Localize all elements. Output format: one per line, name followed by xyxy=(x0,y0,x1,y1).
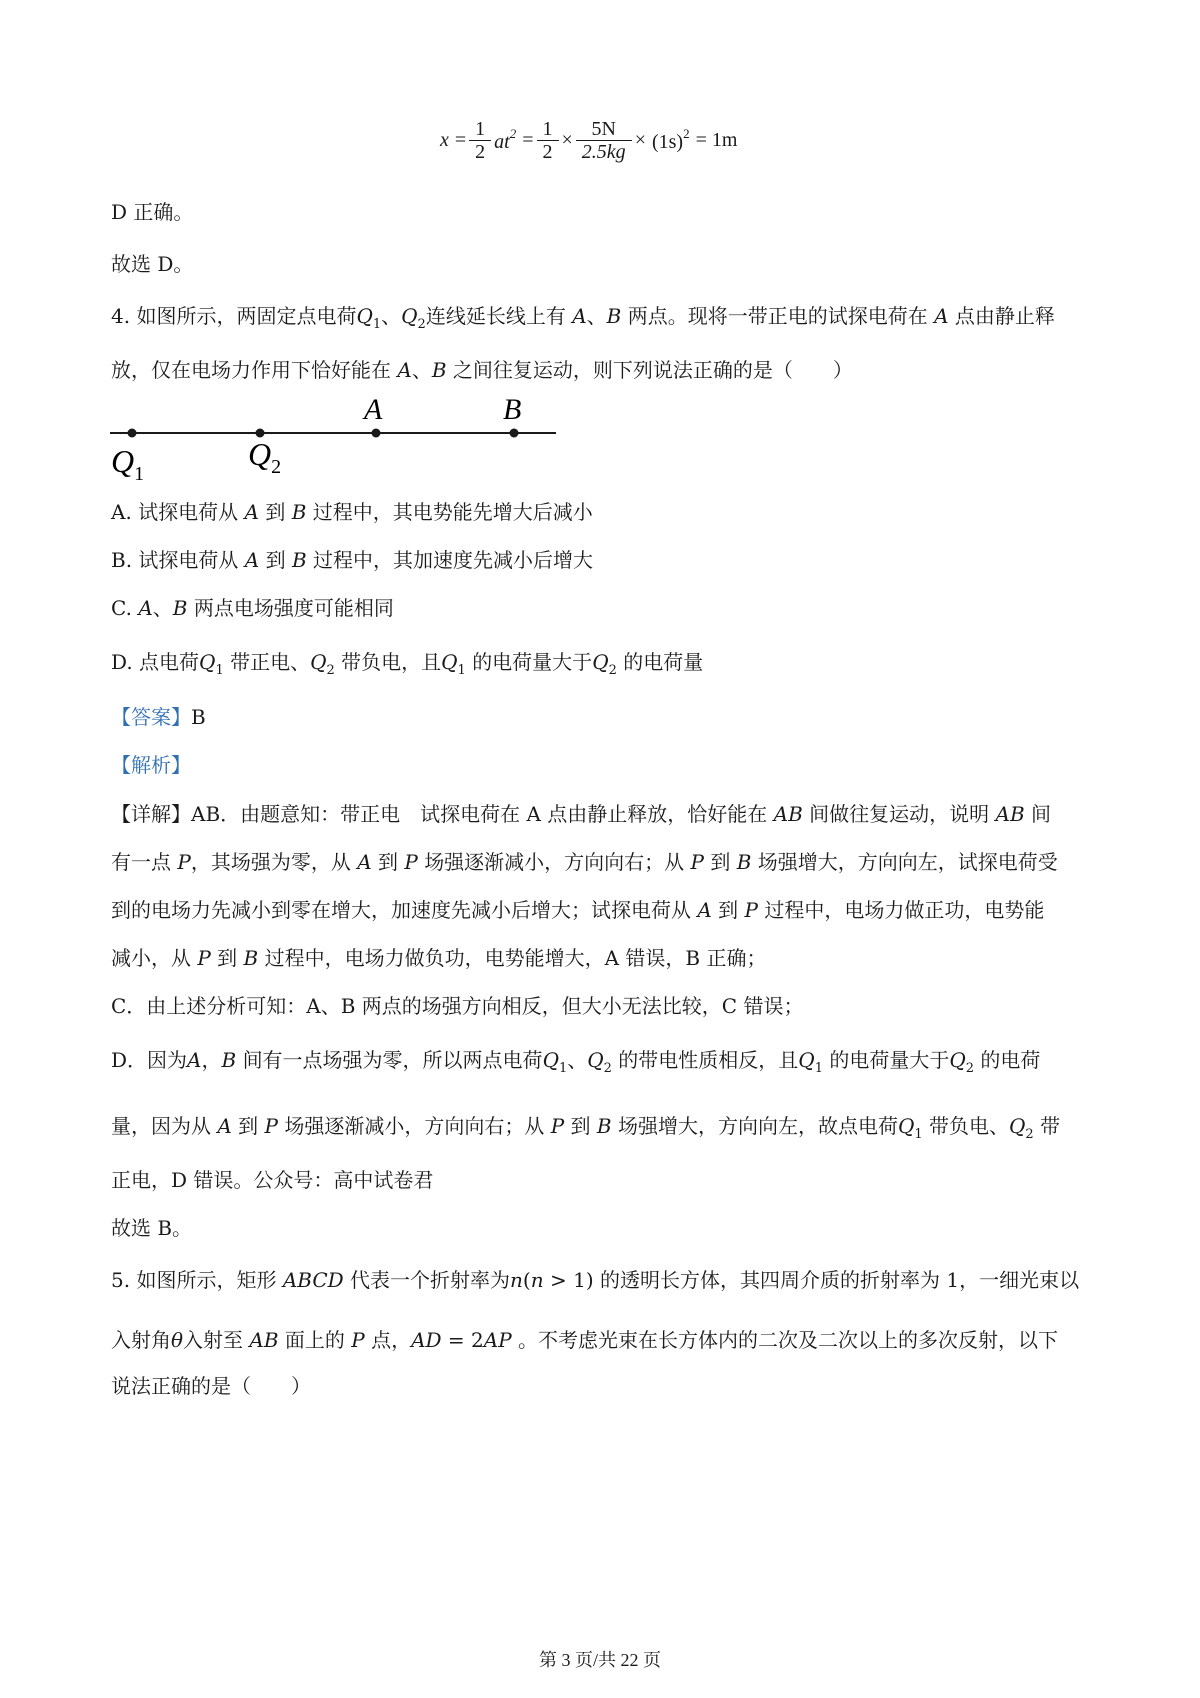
label-q1: $Q_1$ xyxy=(111,443,145,482)
formula-time: $(1s)^2$ xyxy=(651,126,690,153)
force-num: 5N xyxy=(591,117,616,140)
formula-at: $at^2$ xyxy=(494,126,517,153)
label-b: B xyxy=(503,393,522,426)
detail-line-1: 【详解】AB．由题意知：带正电 试探电荷在 A 点由静止释放，恰好能在 AB 间做往复运动，说明 AB 间 xyxy=(111,802,1052,826)
detail-line-5: C．由上述分析可知：A、B 两点的场强方向相反，但大小无法比较，C 错误； xyxy=(111,994,804,1018)
point-q1 xyxy=(128,429,137,438)
q5-line-3: 说法正确的是（ ） xyxy=(111,1374,311,1398)
option-c: C. A、B 两点电场强度可能相同 xyxy=(111,596,394,620)
formula-half-1 xyxy=(472,118,488,163)
q5-line-1: 5. 如图所示，矩形 ABCD 代表一个折射率为n(n > 1) 的透明长方体，其四周介质的折射率为 1，一细光束以 xyxy=(111,1268,1080,1292)
kinematics-formula xyxy=(440,108,737,172)
detail-line-4: 减小，从 P 到 B 过程中，电场力做负功，电势能增大，A 错误，B 正确； xyxy=(111,946,767,970)
page-footer: 第 3 页/共 22 页 xyxy=(538,1650,661,1670)
charges-line-figure xyxy=(110,392,570,482)
formula-result: = 1m xyxy=(695,128,738,151)
detail-line-7: 量，因为从 A 到 P 场强逐渐减小，方向向右；从 P 到 B 场强增大，方向向左，故点电荷$Q_1$ 带负电、$Q_2$ 带 xyxy=(111,1114,1061,1142)
half-den-2: 2 xyxy=(542,140,553,163)
half-num-1: 1 xyxy=(475,117,486,140)
detail-line-9: 故选 B。 xyxy=(111,1216,193,1240)
answer-value: B xyxy=(191,705,206,729)
formula-half-2 xyxy=(540,118,556,163)
label-a: A xyxy=(364,393,383,426)
text-choose-d: 故选 D。 xyxy=(111,252,194,276)
analysis-tag: 【解析】 xyxy=(111,753,191,777)
q5-line-2: 入射角θ入射至 AB 面上的 P 点，AD = 2AP 。不考虑光束在长方体内的二次及二次以上的多次反射，以下 xyxy=(111,1328,1059,1352)
half-den-1: 2 xyxy=(475,140,486,163)
formula-eq-2: = xyxy=(522,128,534,151)
q4-line-2: 放，仅在电场力作用下恰好能在 A、B 之间往复运动，则下列说法正确的是（ ） xyxy=(111,358,853,382)
option-d: D. 点电荷$Q_1$ 带正电、$Q_2$ 带负电，且$Q_1$ 的电荷量大于$Q_2$ 的电荷量 xyxy=(111,650,704,678)
detail-line-2: 有一点 P，其场强为零，从 A 到 P 场强逐渐减小，方向向右；从 P 到 B 场强增大，方向向左，试探电荷受 xyxy=(111,850,1058,874)
detail-line-8: 正电，D 错误。公众号：高中试卷君 xyxy=(111,1168,434,1192)
label-q2: $Q_2$ xyxy=(248,436,282,478)
formula-times-1: × xyxy=(561,128,573,151)
answer-line xyxy=(111,703,206,731)
formula-force-over-mass xyxy=(579,118,629,163)
point-b xyxy=(510,429,519,438)
option-b: B. 试探电荷从 A 到 B 过程中，其加速度先减小后增大 xyxy=(111,548,594,572)
q4-line-1: 4. 如图所示，两固定点电荷$Q_1$、$Q_2$连线延长线上有 A、B 两点。现将一带正电的试探电荷在 A 点由静止释 xyxy=(111,304,1055,332)
point-a xyxy=(372,429,381,438)
detail-line-3: 到的电场力先减小到零在增大，加速度先减小后增大；试探电荷从 A 到 P 过程中，电场力做正功，电势能 xyxy=(111,898,1045,922)
formula-times-2: × xyxy=(634,128,646,151)
formula-x: x xyxy=(440,128,449,151)
text-d-correct: D 正确。 xyxy=(111,200,194,224)
formula-eq-1: = xyxy=(454,128,467,151)
detail-line-6: D．因为A，B 间有一点场强为零，所以两点电荷$Q_1$、$Q_2$ 的带电性质相反，且$Q_1$ 的电荷量大于$Q_2$ 的电荷 xyxy=(111,1048,1041,1076)
mass-den: 2.5kg xyxy=(581,140,626,163)
option-a: A. 试探电荷从 A 到 B 过程中，其电势能先增大后减小 xyxy=(111,500,593,524)
half-num-2: 1 xyxy=(542,117,553,140)
answer-tag: 【答案】 xyxy=(111,705,191,729)
